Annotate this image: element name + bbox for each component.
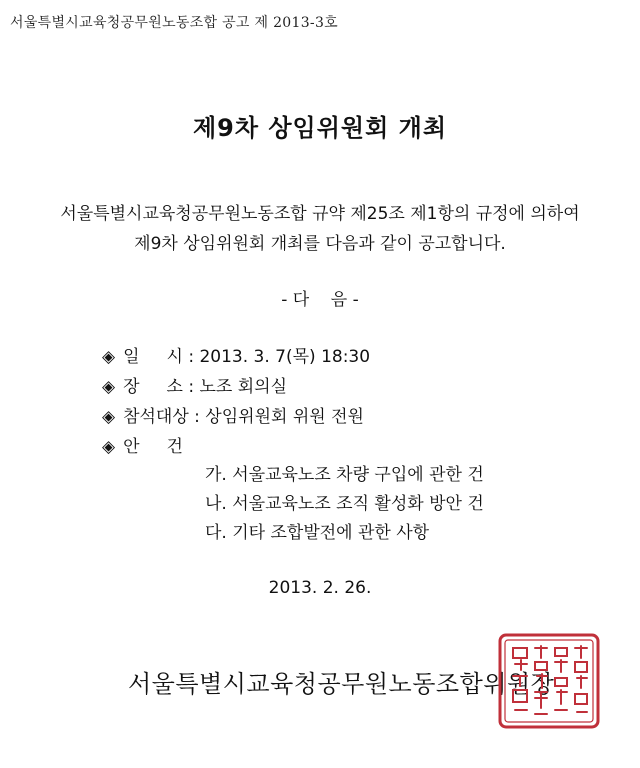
diamond-bullet-icon: ◈ [102, 377, 116, 397]
official-seal-icon [497, 632, 601, 730]
section-separator: - 다 음 - [281, 290, 359, 310]
body-line-2: 제9차 상임위원회 개최를 다음과 같이 공고합니다. [134, 234, 506, 254]
item-agenda-text: 안 건 [123, 437, 183, 457]
item-datetime-text: 일 시 : 2013. 3. 7(목) 18:30 [123, 347, 371, 367]
agenda-item-3: 다. 기타 조합발전에 관한 사항 [205, 523, 430, 543]
item-attendees [102, 402, 364, 427]
diamond-bullet-icon: ◈ [102, 407, 116, 427]
agenda-item-2: 나. 서울교육노조 조직 활성화 방안 건 [205, 494, 484, 514]
signer-name: 서울특별시교육청공무원노동조합위원장 [128, 670, 555, 698]
item-location-text: 장 소 : 노조 회의실 [123, 377, 287, 397]
notice-date: 2013. 2. 26. [268, 578, 372, 598]
notice-title: 제9차 상임위원회 개최 [192, 114, 448, 142]
diamond-bullet-icon: ◈ [102, 437, 116, 457]
body-line-1: 서울특별시교육청공무원노동조합 규약 제25조 제1항의 규정에 의하여 [60, 204, 580, 224]
item-attendees-text: 참석대상 : 상임위원회 위원 전원 [123, 407, 364, 427]
item-datetime [102, 342, 370, 367]
diamond-bullet-icon: ◈ [102, 347, 116, 367]
item-agenda [102, 432, 183, 457]
agenda-item-1: 가. 서울교육노조 차량 구입에 관한 건 [205, 465, 484, 485]
item-location [102, 372, 287, 397]
document-reference: 서울특별시교육청공무원노동조합 공고 제 2013-3호 [10, 15, 338, 31]
